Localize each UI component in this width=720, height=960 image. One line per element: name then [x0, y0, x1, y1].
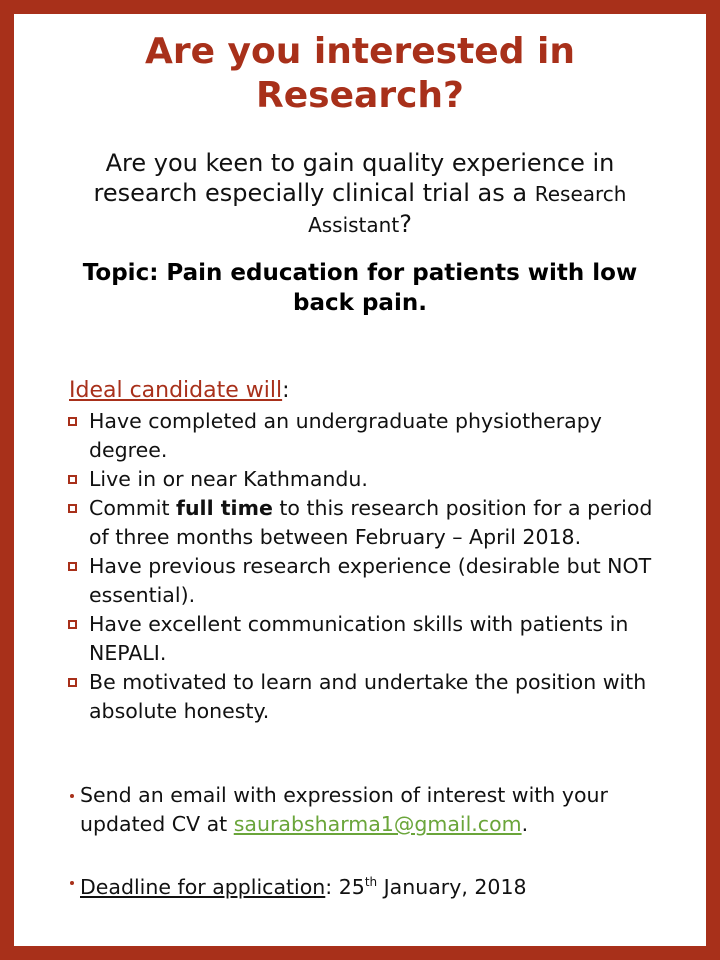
- subtitle-line-2-a: research especially clinical trial as a: [93, 179, 528, 207]
- candidate-heading: [69, 376, 290, 406]
- deadline-colon: :: [325, 874, 339, 899]
- poster-subtitle: [14, 148, 706, 240]
- requirement-item: [66, 494, 656, 552]
- subtitle-line-3-a: Assistant: [308, 213, 400, 237]
- poster-page: [14, 14, 706, 946]
- deadline-suffix: th: [364, 875, 378, 889]
- checkbox-bullet-icon: [68, 504, 77, 513]
- requirement-item: [66, 407, 656, 465]
- requirement-text-post: to this research position for a period of three months between February – April 2018.: [89, 496, 653, 549]
- deadline-label: Deadline for application: [80, 874, 326, 899]
- requirement-item: [66, 465, 656, 494]
- requirement-item: [66, 552, 656, 610]
- title-line-1: Are you interested in: [144, 31, 575, 72]
- candidate-heading-colon: :: [282, 378, 290, 403]
- requirement-text: Have previous research experience (desirable but NOT essential).: [89, 554, 652, 607]
- subtitle-line-3: [14, 209, 706, 240]
- email-instruction: [70, 781, 680, 839]
- checkbox-bullet-icon: [68, 475, 77, 484]
- requirements-list: [66, 407, 656, 726]
- checkbox-bullet-icon: [68, 620, 77, 629]
- poster-title: [14, 30, 706, 118]
- requirement-text: Live in or near Kathmandu.: [89, 467, 368, 491]
- requirement-text: Have excellent communication skills with patients in NEPALI.: [89, 612, 629, 665]
- email-text-pre: Send an email with expression of interest with your updated CV at: [80, 783, 608, 836]
- topic-heading: [14, 258, 706, 318]
- bullet-dot-icon: [70, 794, 74, 798]
- checkbox-bullet-icon: [68, 678, 77, 687]
- checkbox-bullet-icon: [68, 417, 77, 426]
- deadline: [70, 868, 680, 902]
- title-line-2: Research?: [256, 75, 464, 116]
- subtitle-line-2: [14, 178, 706, 209]
- email-text-post: .: [521, 812, 529, 836]
- bullet-dot-icon: [70, 881, 74, 885]
- deadline-rest: January, 2018: [377, 874, 527, 899]
- deadline-day: 25: [338, 874, 365, 899]
- candidate-heading-text: Ideal candidate will: [69, 378, 283, 403]
- requirement-text: Have completed an undergraduate physiotherapy degree.: [89, 409, 602, 462]
- topic-line-2: back pain.: [293, 290, 427, 316]
- subtitle-line-1: Are you keen to gain quality experience in: [105, 149, 615, 177]
- requirement-text-pre: Commit: [89, 496, 177, 520]
- subtitle-line-2-b: Research: [534, 182, 627, 206]
- requirement-item: [66, 610, 656, 668]
- topic-line-1: Topic: Pain education for patients with low: [82, 260, 638, 286]
- subtitle-line-3-b: ?: [399, 210, 412, 238]
- requirement-text-bold: full time: [176, 496, 273, 520]
- requirement-text: Be motivated to learn and undertake the position with absolute honesty.: [89, 670, 647, 723]
- checkbox-bullet-icon: [68, 562, 77, 571]
- requirement-item: [66, 668, 656, 726]
- email-link[interactable]: saurabsharma1@gmail.com: [233, 812, 522, 836]
